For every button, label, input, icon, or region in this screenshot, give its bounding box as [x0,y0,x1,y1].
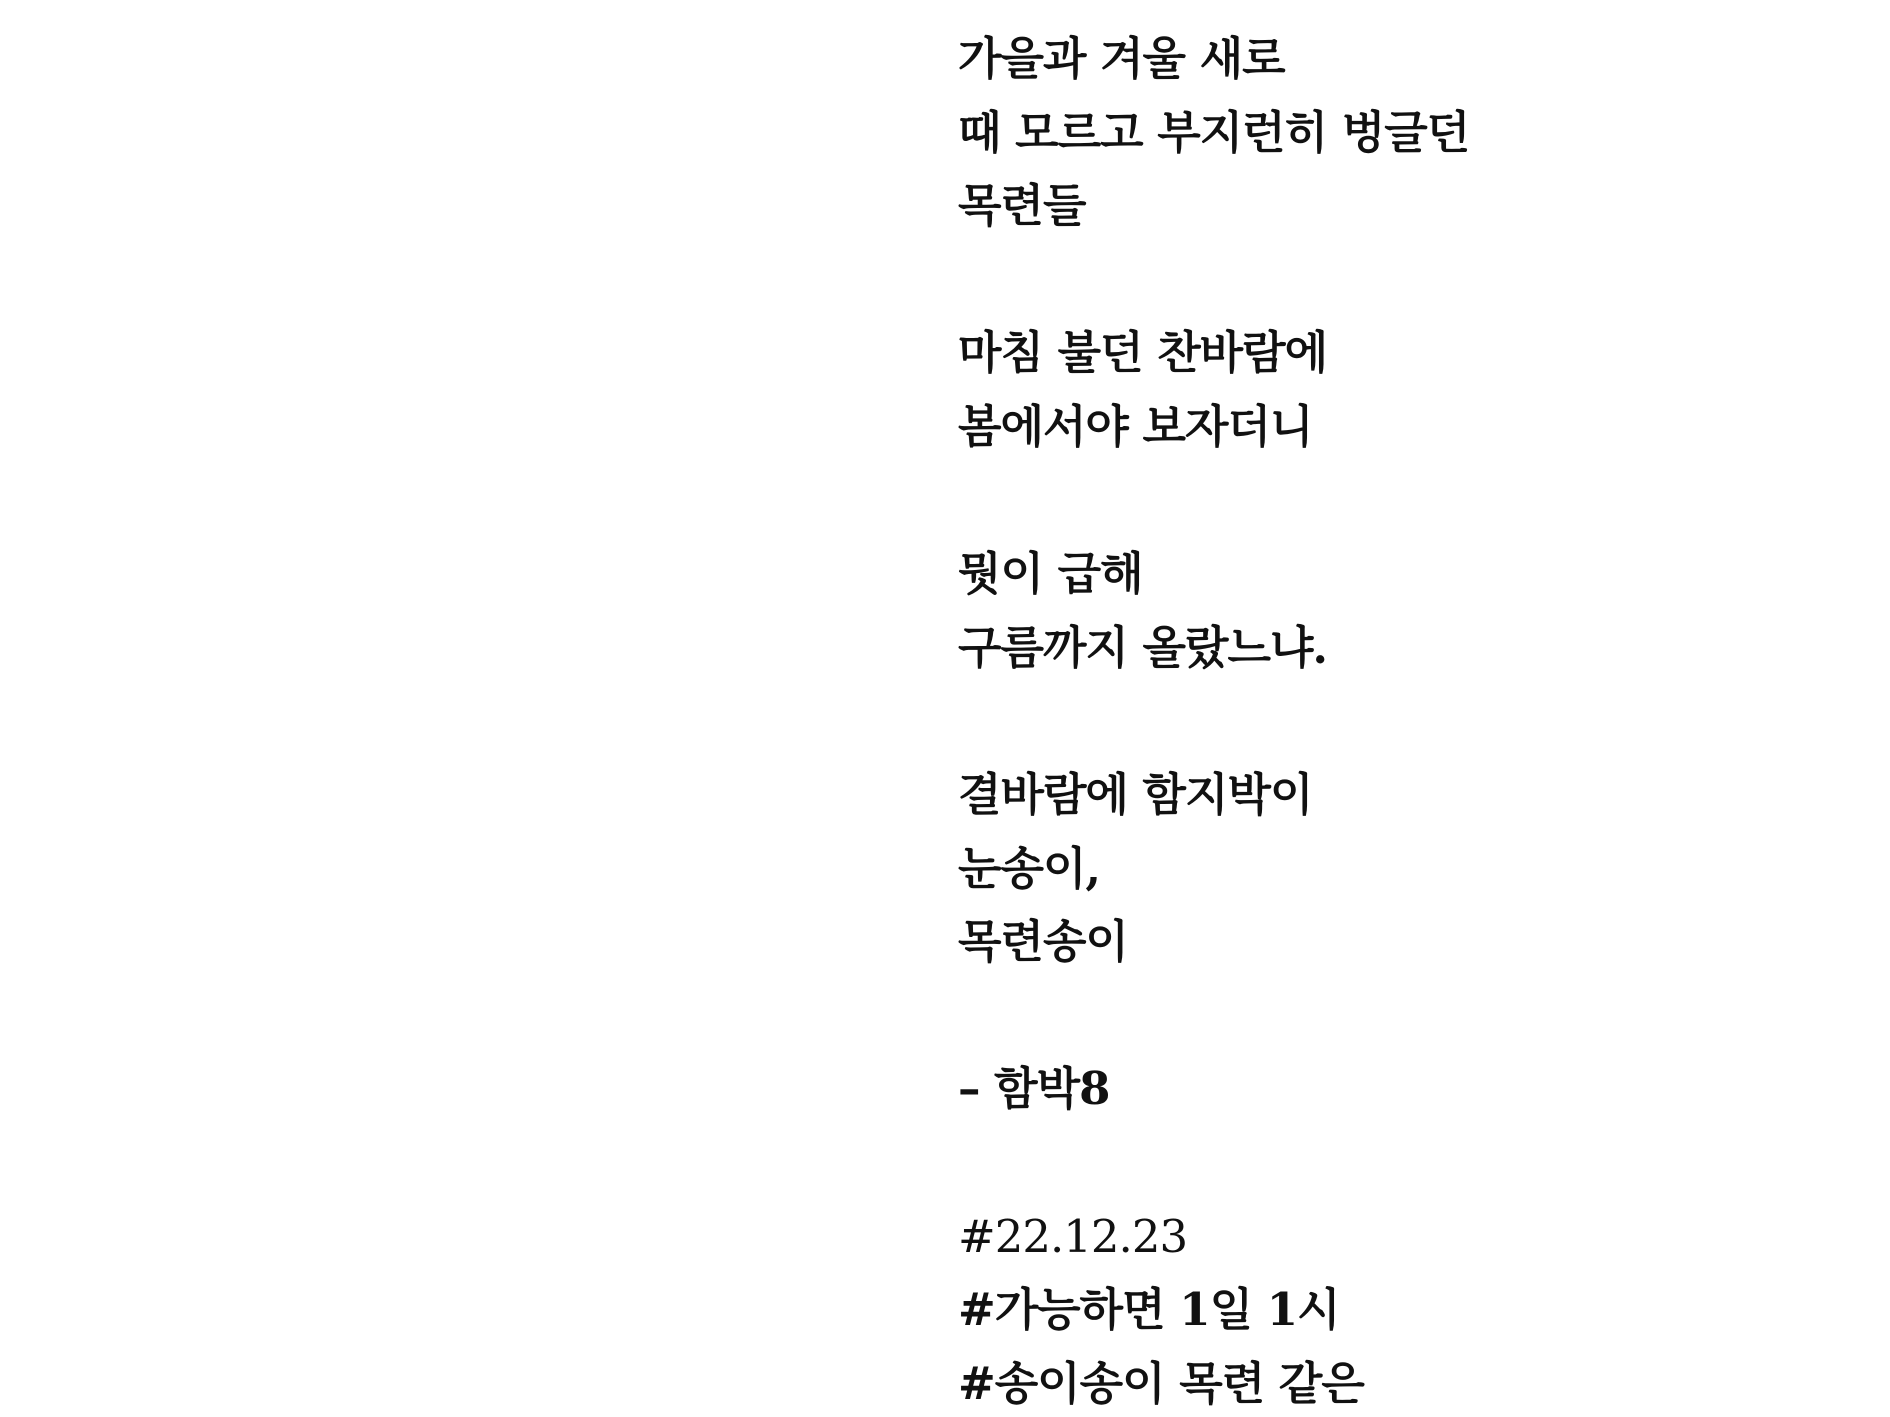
poem-line: 뭣이 급해 [958,547,1143,601]
poem-line: 마침 불던 찬바람에 [958,326,1328,380]
blank-line [958,979,1758,1053]
poem-line: 가을과 겨울 새로 [958,32,1285,85]
poem-line: 봄에서야 보자더니 [958,399,1313,453]
hashtag-date: #22.12.23 [958,1209,1188,1263]
hashtag-line: #송이송이 목련 같은 [958,1356,1364,1410]
poem-line: 결바람에 함지박이 [958,767,1313,821]
poem-text [958,22,1758,1417]
poem-line: 목련송이 [958,915,1128,969]
poem-signature: – 함박8 [958,1062,1110,1116]
poem-line: 눈송이, [958,841,1101,895]
blank-line [958,684,1758,758]
blank-line [958,243,1758,317]
hashtag-line: #가능하면 1일 1시 [958,1283,1340,1337]
poem-line: 때 모르고 부지런히 벙글던 [958,105,1470,159]
blank-line [958,464,1758,538]
blank-line [958,1126,1758,1200]
poem-line: 구름까지 올랐느냐. [958,620,1328,674]
poem-line: 목련들 [958,179,1086,233]
